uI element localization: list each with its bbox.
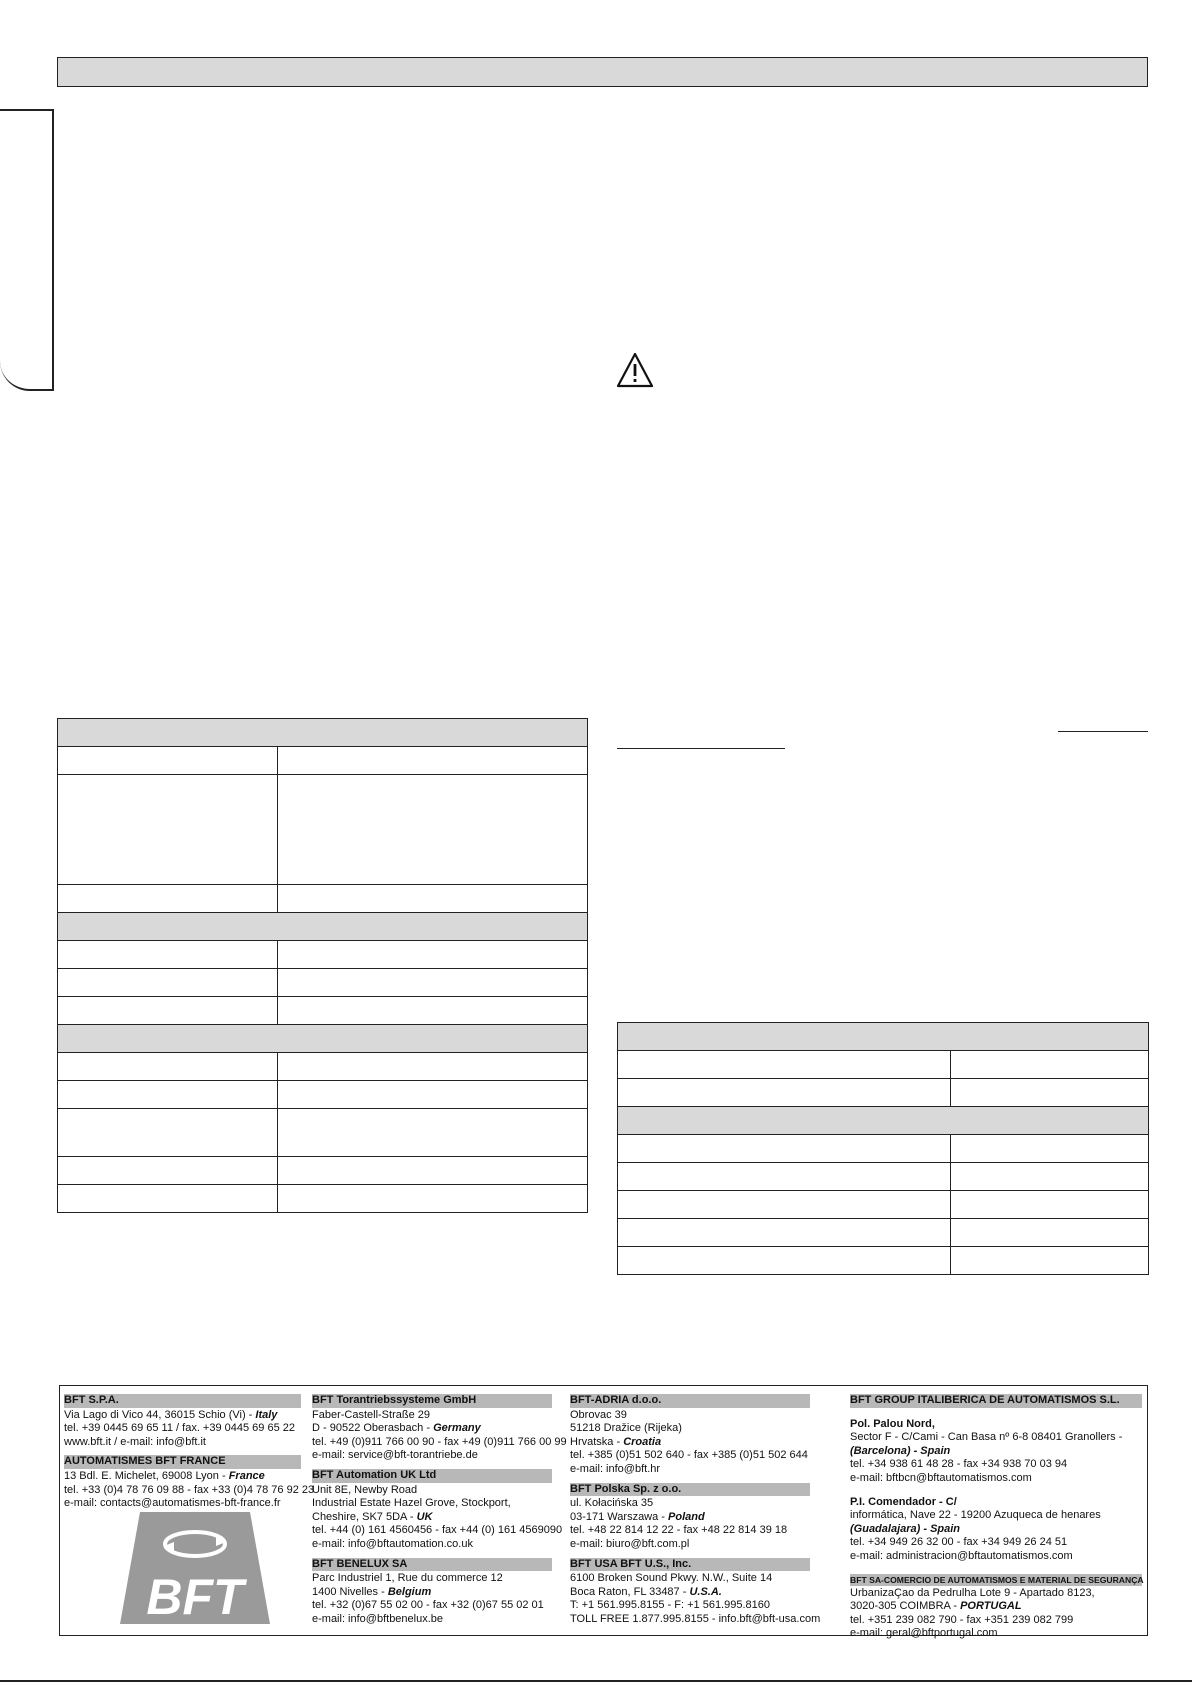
address-line: TOLL FREE 1.877.995.8155 - info.bft@bft-usa.com [570, 1612, 821, 1625]
table-row [58, 1109, 588, 1157]
address-line: tel. +34 938 61 48 28 - fax +34 938 70 03 94 [850, 1458, 1068, 1471]
address-line [64, 1470, 301, 1484]
table-cell [951, 1163, 1149, 1191]
company-name: BFT Automation UK Ltd [312, 1469, 552, 1483]
address-line: e-mail: service@bft-torantriebe.de [312, 1449, 478, 1462]
table-cell [618, 1191, 951, 1219]
svg-text:BFT: BFT [146, 1569, 244, 1624]
table-row [58, 1157, 588, 1185]
address-line: Croatia [623, 1435, 662, 1448]
address-line: Parc Industriel 1, Rue du commerce 12 [312, 1572, 503, 1585]
address-line: tel. +33 (0)4 78 76 09 88 - fax +33 (0)4 78 76 92 23 [64, 1483, 315, 1496]
address-line: tel. +385 (0)51 502 640 - fax +385 (0)51 502 644 [570, 1449, 808, 1462]
address-line: 3020-305 COIMBRA - [850, 1600, 961, 1613]
address-line: Hrvatska - [570, 1435, 624, 1448]
table-cell [951, 1051, 1149, 1079]
underline-mark [1058, 731, 1148, 732]
address-line: www.bft.it / e-mail: info@bft.it [64, 1435, 206, 1448]
company-name: BFT Torantriebssysteme GmbH [312, 1394, 552, 1408]
underline-mark [617, 748, 785, 749]
table-cell [58, 913, 588, 941]
table-row [58, 775, 588, 885]
table-cell [278, 1157, 588, 1185]
address-line: e-mail: contacts@automatismes-bft-france.fr [64, 1497, 281, 1510]
table-row [618, 1135, 1149, 1163]
address-line [64, 1409, 301, 1423]
address-line: Faber-Castell-Straße 29 [312, 1408, 430, 1421]
table-cell [58, 1025, 588, 1053]
table-cell [278, 941, 588, 969]
address-line: e-mail: info@bftautomation.co.uk [312, 1537, 473, 1550]
address-line: France [228, 1469, 265, 1482]
table-row [58, 885, 588, 913]
address-line: 1400 Nivelles - [312, 1585, 388, 1598]
address-line: tel. +44 (0) 161 4560456 - fax +44 (0) 161 4569090 [312, 1524, 563, 1537]
address-line: e-mail: info@bft.hr [570, 1462, 661, 1475]
address-line: e-mail: bftbcn@bftautomatismos.com [850, 1471, 1032, 1484]
table-cell [618, 1051, 951, 1079]
address-line: tel. +34 949 26 32 00 - fax +34 949 26 24 51 [850, 1536, 1068, 1549]
address-line: Germany [433, 1422, 481, 1435]
table-section-header [618, 1107, 1149, 1135]
address-line: 6100 Broken Sound Pkwy. N.W., Suite 14 [570, 1572, 773, 1585]
table-cell [278, 1053, 588, 1081]
table-row [58, 941, 588, 969]
address-line: Sector F - C/Cami - Can Basa nº 6-8 08401 Granollers - [850, 1431, 1123, 1444]
table-cell [278, 1185, 588, 1213]
table-row [618, 1247, 1149, 1275]
table-cell [58, 775, 278, 885]
table-cell [618, 1247, 951, 1275]
address-line: PORTUGAL [960, 1600, 1022, 1613]
table-cell [278, 997, 588, 1025]
address-line: UrbanizaÇao da Pedrulha Lote 9 - Apartado 8123, [850, 1586, 1095, 1599]
table-cell [951, 1079, 1149, 1107]
table-cell [58, 941, 278, 969]
address-line: 13 Bdl. E. Michelet, 69008 Lyon - [64, 1469, 229, 1482]
table-row [58, 1185, 588, 1213]
address-line: Via Lago di Vico 44, 36015 Schio (Vi) - [64, 1408, 256, 1421]
table-cell [278, 1109, 588, 1157]
table-cell [278, 747, 588, 775]
table-section-header [618, 1023, 1149, 1051]
address-line: P.I. Comendador - C/ [850, 1495, 957, 1508]
table-cell [278, 885, 588, 913]
company-name: AUTOMATISMES BFT FRANCE [64, 1455, 301, 1469]
company-name: BFT Polska Sp. z o.o. [570, 1483, 810, 1497]
address-line [570, 1586, 810, 1600]
address-line: Boca Raton, FL 33487 - [570, 1585, 690, 1598]
table-cell [618, 1023, 1149, 1051]
header-bar [57, 57, 1148, 87]
table-cell [278, 775, 588, 885]
table-row [58, 997, 588, 1025]
table-cell [618, 1107, 1149, 1135]
table-cell [58, 1157, 278, 1185]
address-line: Pol. Palou Nord, [850, 1417, 935, 1430]
table-row [58, 969, 588, 997]
table-cell [951, 1135, 1149, 1163]
address-block-italy [64, 1394, 315, 1511]
table-section-header [58, 913, 588, 941]
technical-data-table-left [57, 718, 588, 1213]
address-line: tel. +32 (0)67 55 02 00 - fax +32 (0)67 55 02 01 [312, 1599, 544, 1612]
address-line: Poland [668, 1510, 705, 1523]
address-line: Cheshire, SK7 5DA - [312, 1510, 417, 1523]
address-line: (Guadalajara) - Spain [850, 1522, 961, 1535]
warning-icon [616, 352, 654, 388]
address-line: e-mail: geral@bftportugal.com [850, 1627, 998, 1640]
address-line: T: +1 561.995.8155 - F: +1 561.995.8160 [570, 1599, 770, 1612]
address-line [570, 1511, 810, 1525]
bft-logo [120, 1512, 270, 1624]
language-side-tab [0, 109, 54, 391]
company-name: BFT SA-COMERCIO DE AUTOMATISMOS E MATERIAL DE SEGURANÇA [850, 1574, 1144, 1585]
table-row [618, 1051, 1149, 1079]
address-line [312, 1511, 552, 1525]
address-line: tel. +351 239 082 790 - fax +351 239 082 799 [850, 1613, 1074, 1626]
address-block-spain-portugal [850, 1394, 1142, 1641]
table-cell [58, 885, 278, 913]
table-row [618, 1163, 1149, 1191]
page-bottom-rule [0, 1680, 1192, 1682]
table-cell [58, 997, 278, 1025]
table-cell [58, 1185, 278, 1213]
address-line [312, 1422, 552, 1436]
address-line: D - 90522 Oberasbach - [312, 1422, 434, 1435]
technical-data-table-right [617, 1022, 1149, 1275]
address-line: UK [416, 1510, 433, 1523]
company-name: BFT GROUP ITALIBERICA DE AUTOMATISMOS S.L. [850, 1394, 1142, 1408]
address-line: 51218 Dražice (Rijeka) [570, 1422, 682, 1435]
table-cell [58, 1109, 278, 1157]
table-cell [58, 1081, 278, 1109]
table-cell [58, 747, 278, 775]
address-line: (Barcelona) - Spain [850, 1444, 951, 1457]
address-line: Obrovac 39 [570, 1408, 627, 1421]
table-cell [58, 719, 588, 747]
address-line: e-mail: administracion@bftautomatismos.com [850, 1549, 1073, 1562]
table-cell [951, 1191, 1149, 1219]
address-line [570, 1436, 810, 1450]
company-addresses-footer [59, 1385, 1148, 1640]
address-line: tel. +49 (0)911 766 00 90 - fax +49 (0)911 766 00 99 [312, 1435, 567, 1448]
address-line: tel. +39 0445 69 65 11 / fax. +39 0445 69 65 22 [64, 1422, 295, 1435]
table-row [618, 1219, 1149, 1247]
address-line: e-mail: info@bftbenelux.be [312, 1612, 444, 1625]
address-line: U.S.A. [689, 1585, 722, 1598]
company-name: BFT BENELUX SA [312, 1558, 552, 1572]
table-section-header [58, 1025, 588, 1053]
table-row [618, 1191, 1149, 1219]
address-line: Italy [255, 1408, 278, 1421]
table-cell [58, 969, 278, 997]
company-name: BFT-ADRIA d.o.o. [570, 1394, 810, 1408]
table-row [618, 1079, 1149, 1107]
table-cell [278, 1081, 588, 1109]
table-cell [951, 1219, 1149, 1247]
address-block-germany-uk-benelux [312, 1394, 567, 1627]
table-cell [618, 1079, 951, 1107]
address-line: 03-171 Warszawa - [570, 1510, 669, 1523]
address-line [312, 1586, 552, 1600]
table-section-header [58, 719, 588, 747]
address-line: e-mail: biuro@bft.com.pl [570, 1537, 690, 1550]
table-row [58, 1053, 588, 1081]
table-cell [618, 1135, 951, 1163]
company-name: BFT USA BFT U.S., Inc. [570, 1558, 810, 1572]
address-line: tel. +48 22 814 12 22 - fax +48 22 814 39 18 [570, 1524, 788, 1537]
address-line: Unit 8E, Newby Road [312, 1483, 418, 1496]
address-line: ul. Kołacińska 35 [570, 1497, 654, 1510]
table-cell [951, 1247, 1149, 1275]
table-row [58, 747, 588, 775]
table-row [58, 1081, 588, 1109]
table-cell [618, 1163, 951, 1191]
table-cell [618, 1219, 951, 1247]
address-line: Industrial Estate Hazel Grove, Stockport, [312, 1497, 511, 1510]
table-cell [278, 969, 588, 997]
address-line [850, 1600, 1142, 1614]
table-cell [58, 1053, 278, 1081]
address-block-croatia-poland-usa [570, 1394, 821, 1627]
company-name: BFT S.P.A. [64, 1394, 301, 1408]
address-line: Belgium [387, 1585, 432, 1598]
address-line: informática, Nave 22 - 19200 Azuqueca de henares [850, 1509, 1101, 1522]
